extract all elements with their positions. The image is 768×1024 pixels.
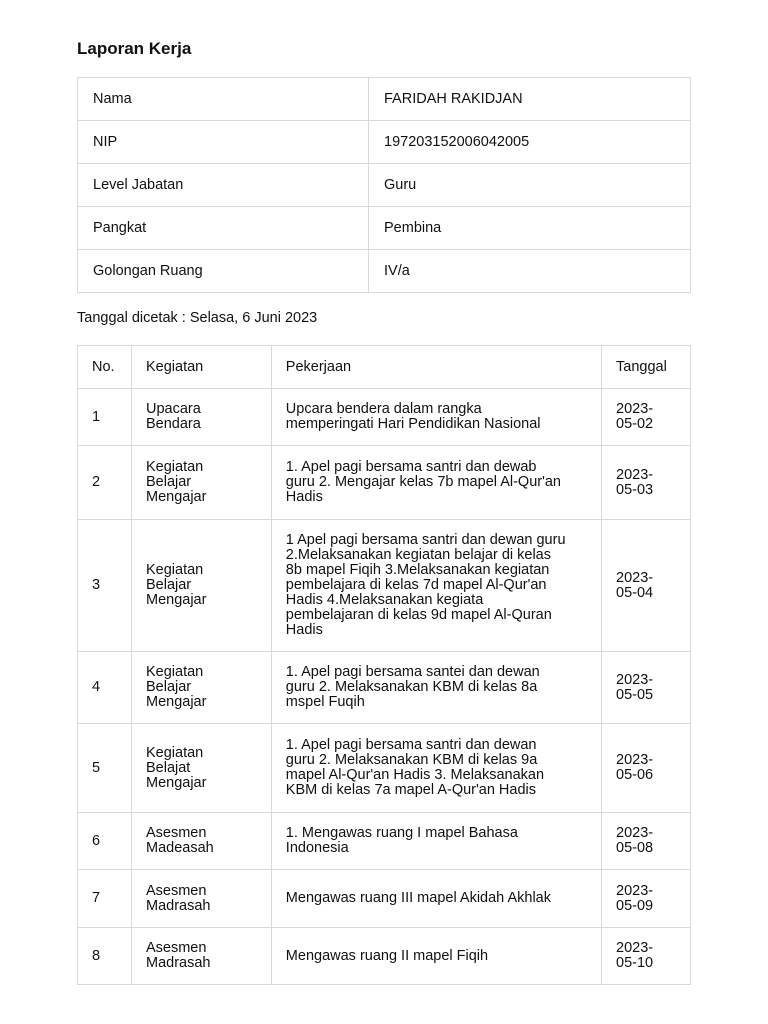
info-value: Guru [369, 164, 691, 207]
row-tanggal: 2023- 05-06 [602, 724, 691, 813]
row-tanggal: 2023- 05-04 [602, 520, 691, 652]
printed-date: Tanggal dicetak : Selasa, 6 Juni 2023 [77, 310, 318, 326]
row-number: 5 [78, 724, 132, 813]
row-number: 2 [78, 446, 132, 520]
row-kegiatan: Kegiatan Belajar Mengajar [131, 446, 271, 520]
header-no: No. [78, 346, 132, 389]
row-pekerjaan: 1. Apel pagi bersama santri dan dewab guru 2. Mengajar kelas 7b mapel Al-Qur'an Hadis [271, 446, 601, 520]
row-kegiatan: Asesmen Madrasah [131, 870, 271, 928]
info-row-golongan-ruang [78, 250, 691, 293]
info-label: Nama [78, 78, 369, 121]
table-row [78, 446, 691, 520]
table-header-row [78, 346, 691, 389]
row-tanggal: 2023- 05-08 [602, 813, 691, 870]
header-pekerjaan: Pekerjaan [271, 346, 601, 389]
row-number: 1 [78, 389, 132, 446]
row-number: 6 [78, 813, 132, 870]
info-value: FARIDAH RAKIDJAN [369, 78, 691, 121]
info-label: Level Jabatan [78, 164, 369, 207]
row-tanggal: 2023- 05-05 [602, 652, 691, 724]
table-row [78, 652, 691, 724]
row-tanggal: 2023- 05-09 [602, 870, 691, 928]
employee-info-table [77, 77, 691, 293]
info-row-level-jabatan [78, 164, 691, 207]
row-number: 8 [78, 928, 132, 985]
row-tanggal: 2023- 05-10 [602, 928, 691, 985]
row-pekerjaan: Mengawas ruang III mapel Akidah Akhlak [271, 870, 601, 928]
row-kegiatan: Kegiatan Belajar Mengajar [131, 520, 271, 652]
row-number: 7 [78, 870, 132, 928]
row-pekerjaan: Mengawas ruang II mapel Fiqih [271, 928, 601, 985]
row-tanggal: 2023- 05-02 [602, 389, 691, 446]
page-title: Laporan Kerja [77, 39, 192, 58]
row-kegiatan: Upacara Bendara [131, 389, 271, 446]
row-pekerjaan: 1. Apel pagi bersama santri dan dewan guru 2. Melaksanakan KBM di kelas 9a mapel Al-Qur'an Hadis 3. Melaksanakan KBM di kelas 7a mapel A-Qur'an Hadis [271, 724, 601, 813]
row-kegiatan: Asesmen Madeasah [131, 813, 271, 870]
row-tanggal: 2023- 05-03 [602, 446, 691, 520]
row-pekerjaan: Upcara bendera dalam rangka memperingati Hari Pendidikan Nasional [271, 389, 601, 446]
info-value: IV/a [369, 250, 691, 293]
row-kegiatan: Kegiatan Belajat Mengajar [131, 724, 271, 813]
info-label: Pangkat [78, 207, 369, 250]
table-row [78, 724, 691, 813]
row-pekerjaan: 1. Mengawas ruang I mapel Bahasa Indonesia [271, 813, 601, 870]
row-pekerjaan: 1 Apel pagi bersama santri dan dewan guru 2.Melaksanakan kegiatan belajar di kelas 8b mapel Fiqih 3.Melaksanakan kegiatan pembelajara di kelas 7d mapel Al-Qur'an Hadis 4.Melaksanakan kegiata pembelajaran di kelas 9d mapel Al-Quran Hadis [271, 520, 601, 652]
row-number: 4 [78, 652, 132, 724]
table-row [78, 520, 691, 652]
activity-table [77, 345, 691, 985]
info-row-nama [78, 78, 691, 121]
table-row [78, 813, 691, 870]
row-pekerjaan: 1. Apel pagi bersama santei dan dewan guru 2. Melaksanakan KBM di kelas 8a mspel Fuqih [271, 652, 601, 724]
info-row-pangkat [78, 207, 691, 250]
row-kegiatan: Asesmen Madrasah [131, 928, 271, 985]
table-row [78, 928, 691, 985]
info-label: Golongan Ruang [78, 250, 369, 293]
row-number: 3 [78, 520, 132, 652]
info-row-nip [78, 121, 691, 164]
table-row [78, 389, 691, 446]
info-value: 197203152006042005 [369, 121, 691, 164]
header-tanggal: Tanggal [602, 346, 691, 389]
row-kegiatan: Kegiatan Belajar Mengajar [131, 652, 271, 724]
header-kegiatan: Kegiatan [131, 346, 271, 389]
info-value: Pembina [369, 207, 691, 250]
table-row [78, 870, 691, 928]
info-label: NIP [78, 121, 369, 164]
